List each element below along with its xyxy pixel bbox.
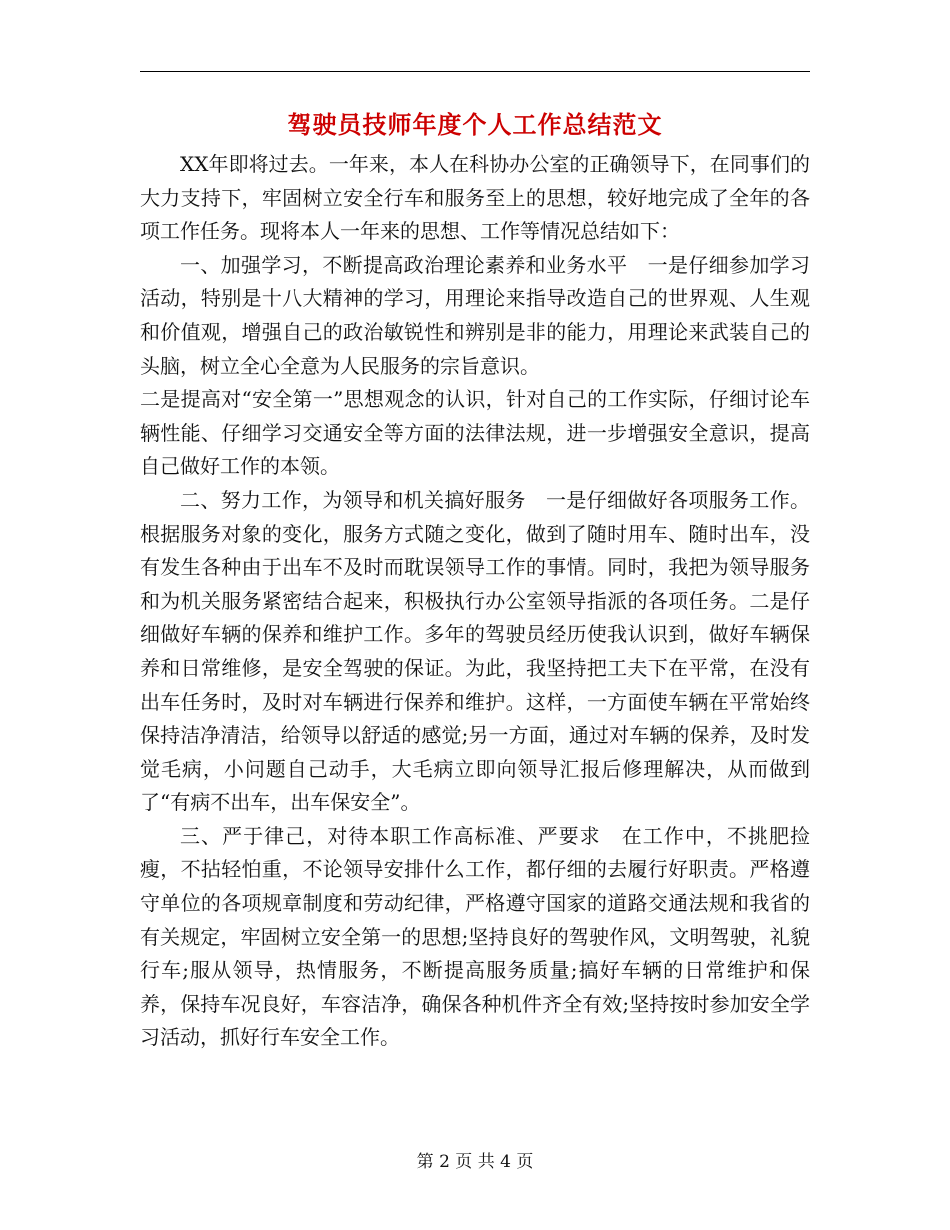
paragraph-section-2: 二、努力工作，为领导和机关搞好服务 一是仔细做好各项服务工作。根据服务对象的变化，服务方式随之变化，做到了随时用车、随时出车，没有发生各种由于出车不及时而耽误领导工作的事情。同时，我把为领导服务和为机关服务紧密结合起来，积极执行办公室领导指派的各项任务。二是仔细做好车辆的保养和维护工作。多年的驾驶员经历使我认识到，做好车辆保养和日常维修，是安全驾驶的保证。为此，我坚持把工夫下在平常，在没有出车任务时，及时对车辆进行保养和维护。这样，一方面使车辆在平常始终保持洁净清洁，给领导以舒适的感觉;另一方面，通过对车辆的保养，及时发觉毛病，小问题自己动手，大毛病立即向领导汇报后修理解决，从而做到了“有病不出车，出车保安全”。 — [140, 487, 810, 815]
header-rule — [140, 71, 810, 72]
paragraph-section-1-continued: 二是提高对“安全第一”思想观念的认识，针对自己的工作实际，仔细讨论车辆性能、仔细学习交通安全等方面的法律法规，进一步增强安全意识，提高自己做好工作的本领。 — [140, 387, 810, 479]
document-body — [140, 148, 810, 1055]
paragraph-section-3: 三、严于律己，对待本职工作高标准、严要求 在工作中，不挑肥捡瘦，不拈轻怕重，不论领导安排什么工作，都仔细的去履行好职责。严格遵守单位的各项规章制度和劳动纪律，严格遵守国家的道路交通法规和我省的有关规定，牢固树立安全第一的思想;坚持良好的驾驶作风，文明驾驶，礼貌行车;服从领导，热情服务，不断提高服务质量;搞好车辆的日常维护和保养，保持车况良好，车容洁净，确保各种机件齐全有效;坚持按时参加安全学习活动，抓好行车安全工作。 — [140, 823, 810, 1050]
document-title: 驾驶员技师年度个人工作总结范文 — [287, 110, 663, 139]
paragraph-section-1: 一、加强学习，不断提高政治理论素养和业务水平 一是仔细参加学习活动，特别是十八大精神的学习，用理论来指导改造自己的世界观、人生观和价值观，增强自己的政治敏锐性和辨别是非的能力，用理论来武装自己的头脑，树立全心全意为人民服务的宗旨意识。 — [140, 252, 810, 378]
page-number: 第 2 页 共 4 页 — [416, 1152, 534, 1172]
paragraph-intro: XX年即将过去。一年来，本人在科协办公室的正确领导下，在同事们的大力支持下，牢固树立安全行车和服务至上的思想，较好地完成了全年的各项工作任务。现将本人一年来的思想、工作等情况总结如下： — [140, 152, 810, 244]
